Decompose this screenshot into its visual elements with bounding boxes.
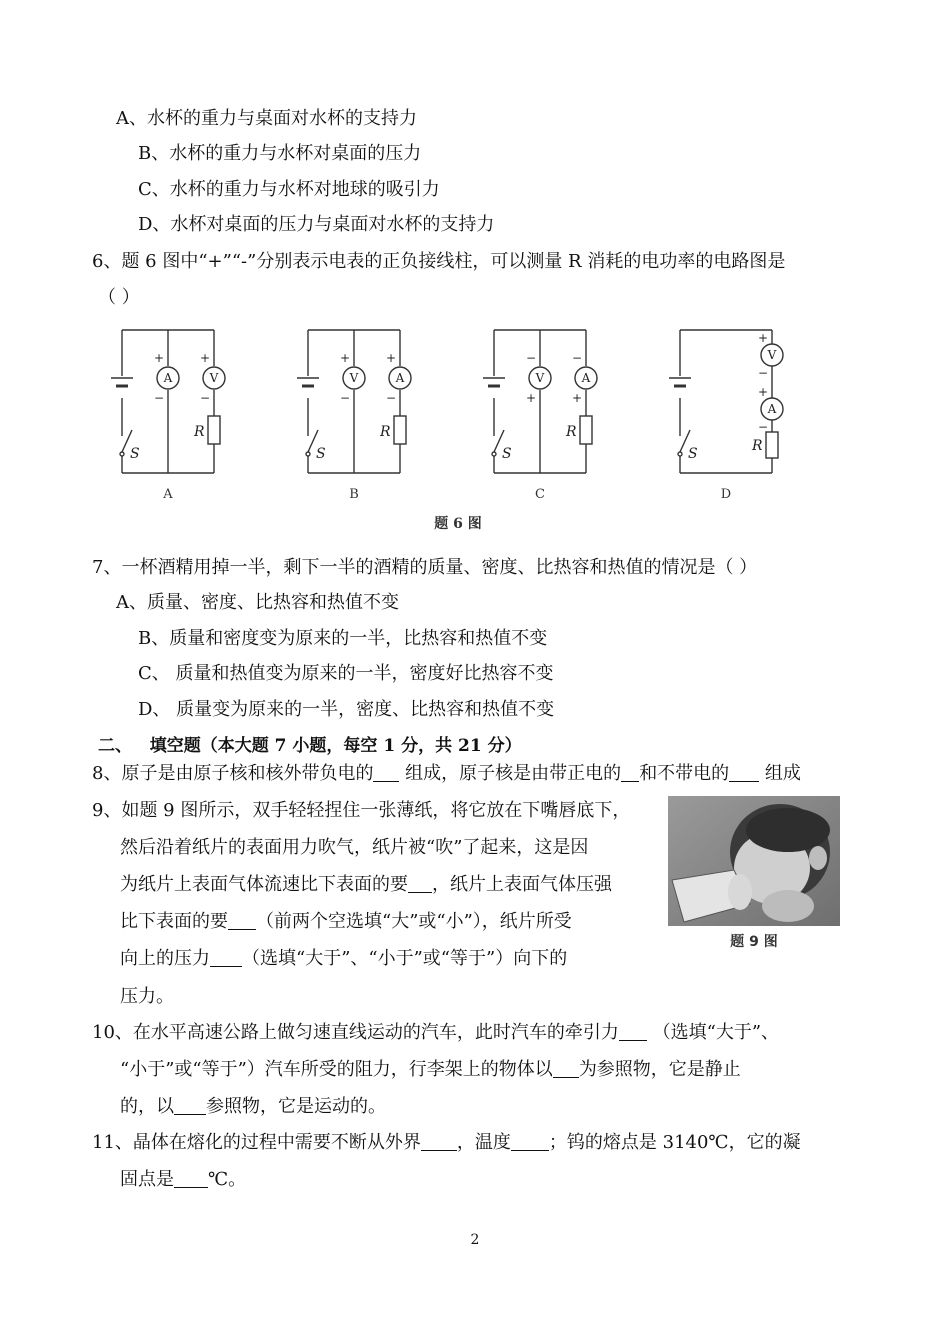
q10-text: 为参照物，它是静止: [578, 1059, 741, 1080]
resistor-label: R: [752, 438, 763, 454]
polarity-plus: +: [757, 385, 769, 399]
q9-text: （前两个空选填“大”或“小”），纸片所受: [256, 911, 572, 932]
circuit-label-b: B: [349, 487, 359, 502]
circuit-label-c: C: [535, 487, 545, 502]
q9-line-5: [120, 947, 567, 971]
q9-text: 向上的压力: [120, 948, 210, 969]
polarity-plus: +: [199, 351, 211, 365]
polarity-plus: +: [757, 331, 769, 345]
page-number: 2: [470, 1232, 480, 1248]
q8-text: 和不带电的: [639, 763, 730, 784]
q7-option-b: B、质量和密度变为原来的一半，比热容和热值不变: [138, 628, 548, 649]
q10-line-3: [120, 1095, 386, 1119]
answer-blank[interactable]: [174, 1169, 208, 1188]
answer-blank[interactable]: [619, 1022, 647, 1041]
polarity-plus: +: [339, 351, 351, 365]
section-title: 填空题（本大题 7 小题，每空 1 分，共 21 分）: [149, 736, 522, 756]
switch-label: S: [316, 446, 326, 462]
q10-text: 参照物，它是运动的。: [206, 1096, 386, 1117]
meter-voltmeter: V: [535, 371, 545, 385]
q5-option-c: C、水杯的重力与水杯对地球的吸引力: [138, 179, 440, 200]
circuit-label-a: A: [163, 487, 173, 502]
q9-text: （选填“大于”、“小于”或“等于”）向下的: [242, 948, 568, 969]
answer-blank[interactable]: [408, 874, 432, 893]
q9-line-6: 压力。: [120, 986, 174, 1007]
meter-voltmeter: V: [209, 371, 219, 385]
q10-line-1: [92, 1021, 779, 1045]
meter-ammeter: A: [163, 371, 173, 385]
q10-text: （选填“大于”、: [646, 1022, 780, 1043]
circuit-label-d: D: [720, 487, 732, 502]
polarity-plus: +: [571, 391, 583, 405]
q7-option-d: D、 质量变为原来的一半，密度、比热容和热值不变: [138, 699, 555, 720]
polarity-plus: +: [385, 351, 397, 365]
section-index: 二、: [98, 736, 132, 756]
q11-text: ；钨的熔点是 3140℃，它的凝: [548, 1132, 801, 1153]
resistor-label: R: [566, 424, 577, 440]
polarity-minus: −: [339, 391, 351, 405]
meter-ammeter: A: [767, 402, 777, 416]
polarity-plus: +: [153, 351, 165, 365]
q11-text: ，温度: [456, 1132, 511, 1153]
q11-line-2: [120, 1168, 246, 1192]
polarity-minus: −: [757, 366, 769, 380]
answer-blank[interactable]: [511, 1132, 549, 1151]
circuit-d: [669, 330, 783, 473]
q9-line-4: [120, 910, 572, 934]
answer-blank[interactable]: [729, 763, 759, 782]
q9-text: 为纸片上表面气体流速比下表面的要: [120, 874, 408, 895]
q6-answer-bracket: （ ）: [98, 287, 140, 308]
polarity-plus: +: [525, 391, 537, 405]
q9-line-2: 然后沿着纸片的表面用力吹气，纸片被“吹”了起来，这是因: [120, 837, 589, 858]
switch-label: S: [502, 446, 512, 462]
answer-blank[interactable]: [421, 1132, 457, 1151]
q7-option-c: C、 质量和热值变为原来的一半，密度好比热容不变: [138, 663, 554, 684]
polarity-minus: −: [153, 391, 165, 405]
meter-ammeter: A: [395, 371, 405, 385]
q5-option-a: A、水杯的重力与桌面对水杯的支持力: [116, 108, 417, 129]
polarity-minus: −: [571, 351, 583, 365]
q10-text: “小于”或“等于”）汽车所受的阻力，行李架上的物体以: [120, 1059, 553, 1080]
meter-voltmeter: V: [767, 348, 777, 362]
answer-blank[interactable]: [228, 911, 256, 930]
q10-text: 的，以: [120, 1096, 174, 1117]
polarity-minus: −: [525, 351, 537, 365]
q9-line-3: [120, 873, 612, 897]
polarity-minus: −: [385, 391, 397, 405]
q8-text: 组成: [759, 763, 801, 784]
q6-figure-caption: 题 6 图: [434, 516, 482, 532]
q5-option-d: D、水杯对桌面的压力与桌面对水杯的支持力: [138, 214, 495, 235]
q7-stem: 7、一杯酒精用掉一半，剩下一半的酒精的质量、密度、比热容和热值的情况是（ ）: [92, 557, 758, 578]
answer-blank[interactable]: [373, 763, 399, 782]
polarity-minus: −: [199, 391, 211, 405]
answer-blank[interactable]: [621, 763, 639, 782]
resistor-label: R: [380, 424, 391, 440]
q9-figure-caption: 题 9 图: [730, 934, 778, 950]
answer-blank[interactable]: [174, 1096, 206, 1115]
q5-option-b: B、水杯的重力与水杯对桌面的压力: [138, 143, 422, 164]
resistor-label: R: [194, 424, 205, 440]
q8-text: 组成，原子核是由带正电的: [399, 763, 622, 784]
q8: [92, 762, 801, 786]
section-heading: [98, 734, 522, 758]
answer-blank[interactable]: [210, 948, 242, 967]
meter-ammeter: A: [581, 371, 591, 385]
q9-photo-child-blowing-paper: [668, 796, 840, 952]
q9-text: 比下表面的要: [120, 911, 228, 932]
q11-text: 11、晶体在熔化的过程中需要不断从外界: [92, 1132, 421, 1153]
polarity-minus: −: [757, 420, 769, 434]
q11-line-1: [92, 1131, 801, 1155]
q10-text: 10、在水平高速公路上做匀速直线运动的汽车，此时汽车的牵引力: [92, 1022, 619, 1043]
q6-circuit-figure: [90, 318, 810, 540]
q11-text: ℃。: [208, 1169, 247, 1190]
answer-blank[interactable]: [553, 1059, 579, 1078]
q9-text: ，纸片上表面气体压强: [432, 874, 612, 895]
meter-voltmeter: V: [349, 371, 359, 385]
q8-text: 8、原子是由原子核和核外带负电的: [92, 763, 374, 784]
q6-stem: 6、题 6 图中“+”“-”分别表示电表的正负接线柱，可以测量 R 消耗的电功率的电路图是: [92, 251, 786, 272]
q7-option-a: A、质量、密度、比热容和热值不变: [116, 592, 399, 613]
q9-line-1: 9、如题 9 图所示，双手轻轻捏住一张薄纸，将它放在下嘴唇底下，: [92, 800, 631, 821]
q11-text: 固点是: [120, 1169, 174, 1190]
switch-label: S: [130, 446, 140, 462]
q10-line-2: [120, 1058, 741, 1082]
switch-label: S: [688, 446, 698, 462]
